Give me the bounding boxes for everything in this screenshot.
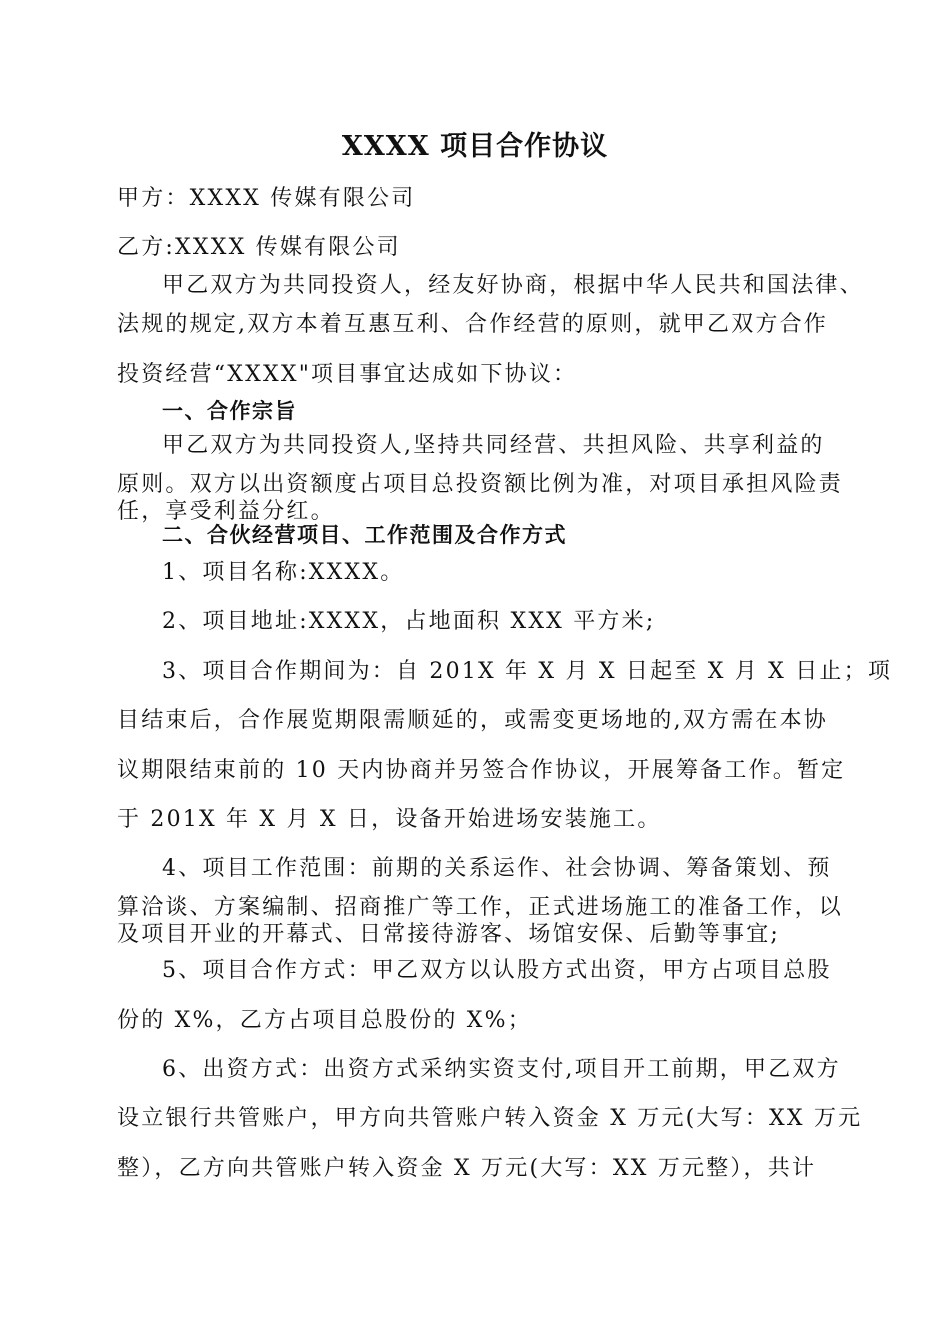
section1-line: 原则。双方以出资额度占项目总投资额比例为准，对项目承担风险责	[117, 472, 844, 497]
item-funding-line: 整），乙方向共管账户转入资金 X 万元(大写：XX 万元整），共计	[117, 1156, 817, 1181]
item-cooperation-line: 5、项目合作方式：甲乙双方以认股方式出资，甲方占项目总股	[162, 958, 832, 983]
party-a: 甲方：XXXX 传媒有限公司	[117, 186, 416, 211]
party-b: 乙方:XXXX 传媒有限公司	[117, 235, 401, 260]
item-project-name: 1、项目名称:XXXX。	[162, 560, 405, 585]
item-period-line: 议期限结束前的 10 天内协商并另签合作协议，开展筹备工作。暂定	[117, 758, 846, 783]
intro-line: 甲乙双方为共同投资人，经友好协商，根据中华人民共和国法律、	[162, 273, 864, 298]
section1-line: 任，享受利益分红。	[117, 499, 335, 524]
item-period-line: 目结束后，合作展览期限需顺延的，或需变更场地的,双方需在本协	[117, 708, 828, 733]
section-heading: 二、合伙经营项目、工作范围及合作方式	[162, 523, 567, 547]
item-scope-line: 4、项目工作范围：前期的关系运作、社会协调、筹备策划、预	[162, 856, 832, 881]
intro-line: 法规的规定,双方本着互惠互利、合作经营的原则，就甲乙双方合作	[117, 312, 828, 337]
item-cooperation-line: 份的 X%，乙方占项目总股份的 X%；	[117, 1008, 532, 1033]
item-period-line: 3、项目合作期间为：自 201X 年 X 月 X 日起至 X 月 X 日止；项	[162, 659, 893, 684]
intro-line: 投资经营“XXXX"项目事宜达成如下协议：	[117, 362, 578, 387]
item-scope-line: 及项目开业的开幕式、日常接待游客、场馆安保、后勤等事宜;	[117, 922, 781, 947]
item-period-line: 于 201X 年 X 月 X 日，设备开始进场安装施工。	[117, 807, 662, 832]
document-title: XXXX 项目合作协议	[341, 131, 609, 162]
item-project-address: 2、项目地址:XXXX，占地面积 XXX 平方米;	[162, 609, 656, 634]
item-funding-line: 设立银行共管账户，甲方向共管账户转入资金 X 万元(大写：XX 万元	[117, 1106, 863, 1131]
section1-line: 甲乙双方为共同投资人,坚持共同经营、共担风险、共享利益的	[162, 433, 825, 458]
section-heading: 一、合作宗旨	[162, 399, 297, 423]
item-funding-line: 6、出资方式：出资方式采纳实资支付,项目开工前期，甲乙双方	[162, 1057, 841, 1082]
item-scope-line: 算洽谈、方案编制、招商推广等工作，正式进场施工的准备工作，以	[117, 895, 844, 920]
